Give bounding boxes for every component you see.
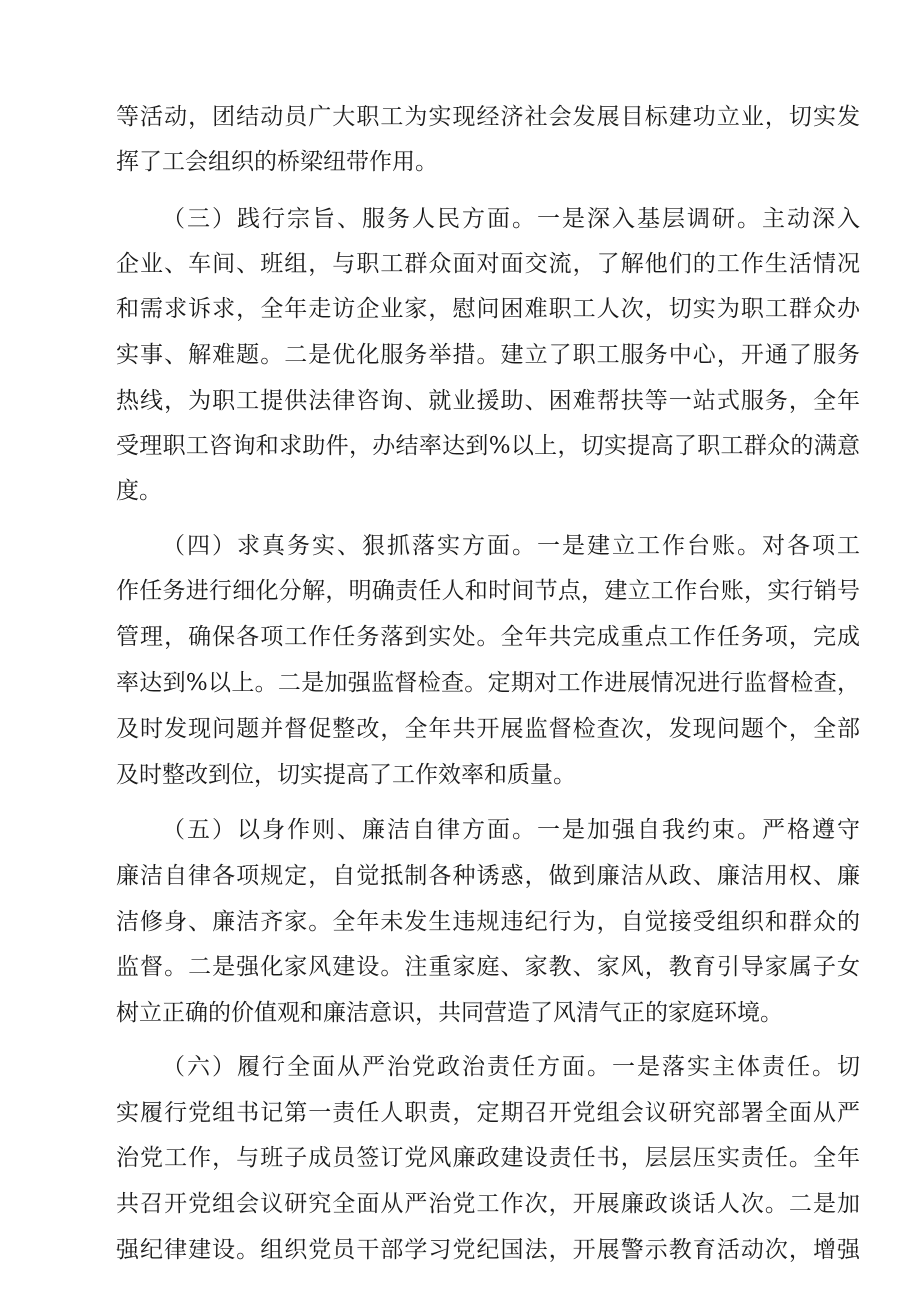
paragraph-line: 树立正确的价值观和廉洁意识，共同营造了风清气正的家庭环境。	[116, 1000, 783, 1026]
paragraph-line: 作任务进行细化分解，明确责任人和时间节点，建立工作台账，实行销号	[116, 578, 860, 604]
paragraph-line: 共召开党组会议研究全面从严治党工作次，开展廉政谈话人次。二是加	[116, 1191, 860, 1217]
paragraph-line: 实事、解难题。二是优化服务举措。建立了职工服务中心，开通了服务	[116, 342, 860, 368]
paragraph-line: 洁修身、廉洁齐家。全年未发生违规违纪行为，自觉接受组织和群众的	[116, 909, 860, 935]
paragraph-line: 监督。二是强化家风建设。注重家庭、家教、家风，教育引导家属子女	[116, 954, 860, 980]
paragraph-line: 及时整改到位，切实提高了工作效率和质量。	[116, 762, 576, 788]
paragraph-line: 受理职工咨询和求助件，办结率达到%以上，切实提高了职工群众的满意	[116, 433, 860, 459]
paragraph-line: （六）履行全面从严治党政治责任方面。一是落实主体责任。切	[162, 1054, 860, 1080]
paragraph-line: 强纪律建设。组织党员干部学习党纪国法，开展警示教育活动次，增强	[116, 1237, 860, 1263]
paragraph-line: 度。	[116, 478, 162, 504]
paragraph-line: （三）践行宗旨、服务人民方面。一是深入基层调研。主动深入	[162, 206, 860, 232]
paragraph-line: 热线，为职工提供法律咨询、就业援助、困难帮扶等一站式服务，全年	[116, 388, 860, 414]
paragraph-line: 率达到%以上。二是加强监督检查。定期对工作进展情况进行监督检查，	[116, 670, 860, 696]
paragraph-line: 企业、车间、班组，与职工群众面对面交流，了解他们的工作生活情况	[116, 251, 860, 277]
paragraph-line: 管理，确保各项工作任务落到实处。全年共完成重点工作任务项，完成	[116, 624, 860, 650]
paragraph-line: 廉洁自律各项规定，自觉抵制各种诱惑，做到廉洁从政、廉洁用权、廉	[116, 863, 860, 889]
paragraph-line: （四）求真务实、狠抓落实方面。一是建立工作台账。对各项工	[162, 533, 860, 559]
paragraph-line: 及时发现问题并督促整改，全年共开展监督检查次，发现问题个，全部	[116, 716, 860, 742]
paragraph-line: （五）以身作则、廉洁自律方面。一是加强自我约束。严格遵守	[162, 817, 860, 843]
paragraph-line: 等活动，团结动员广大职工为实现经济社会发展目标建功立业，切实发	[116, 104, 860, 130]
paragraph-line: 和需求诉求，全年走访企业家，慰问困难职工人次，切实为职工群众办	[116, 296, 860, 322]
paragraph-line: 治党工作，与班子成员签订党风廉政建设责任书，层层压实责任。全年	[116, 1145, 860, 1171]
paragraph-line: 挥了工会组织的桥梁纽带作用。	[116, 149, 438, 175]
paragraph-line: 实履行党组书记第一责任人职责，定期召开党组会议研究部署全面从严	[116, 1100, 860, 1126]
